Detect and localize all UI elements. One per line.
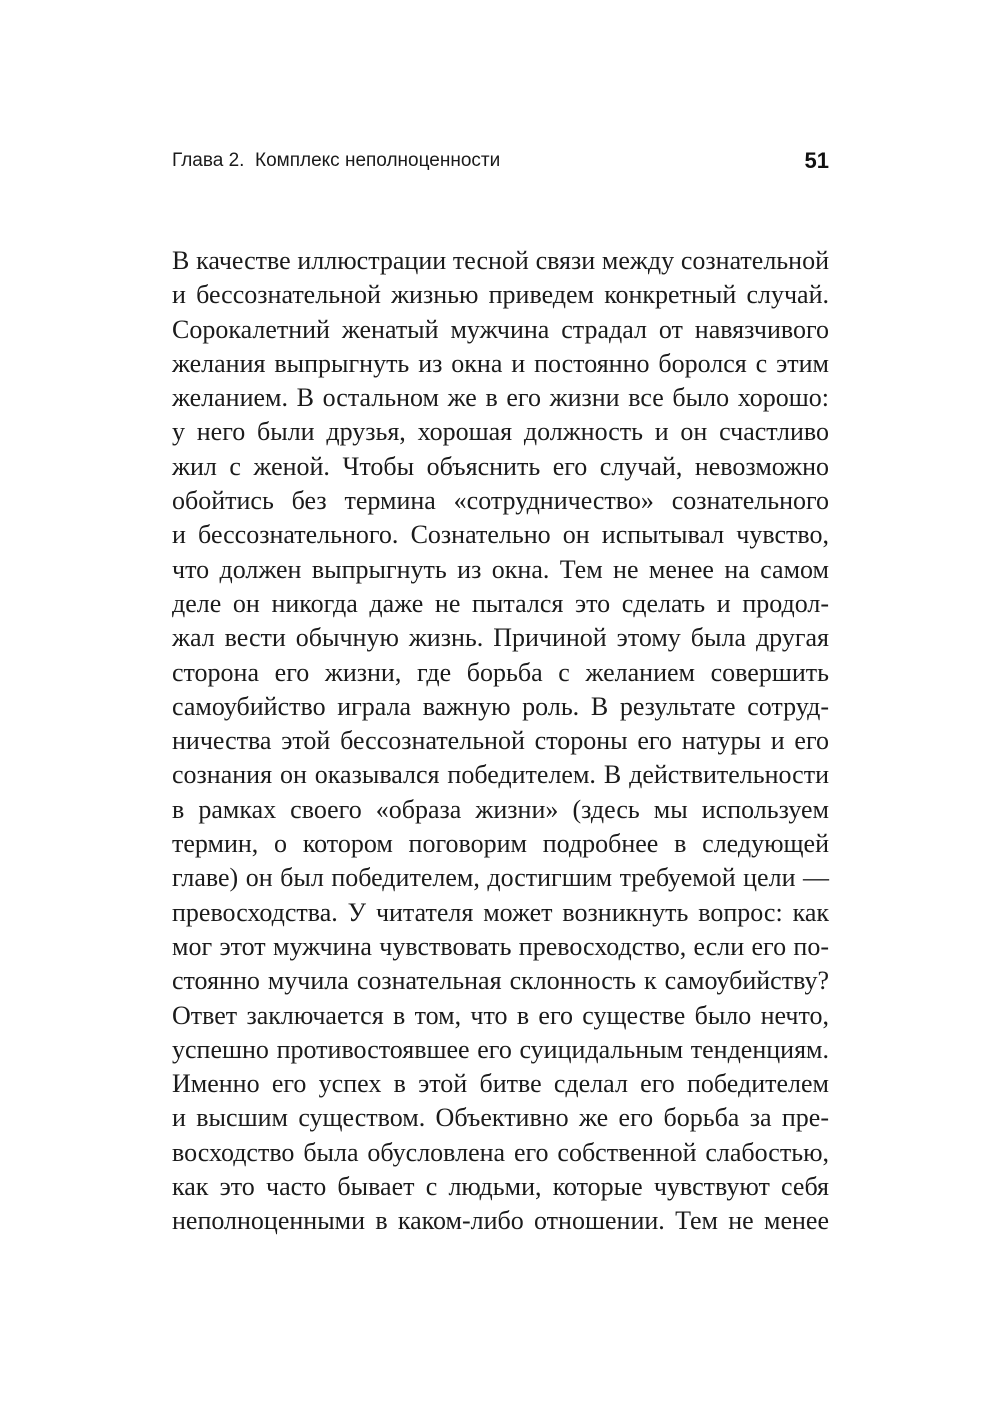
page-number: 51 xyxy=(804,148,829,173)
text-line: что должен выпрыгнуть из окна. Тем не менее на самом xyxy=(172,554,829,584)
text-line: жил с женой. Чтобы объяснить его случай, невозможно xyxy=(172,451,829,481)
text-line: неполноценными в каком-либо отношении. Тем не менее xyxy=(172,1206,829,1236)
text-line: жал вести обычную жизнь. Причиной этому была другая xyxy=(172,623,829,653)
text-line: термин, о котором поговорим подробнее в следующей xyxy=(172,829,829,859)
text-line: сторона его жизни, где борьба с желанием совершить xyxy=(172,657,829,687)
text-line: обойтись без термина «сотрудничество» сознательного xyxy=(172,486,829,516)
text-line: в рамках своего «образа жизни» (здесь мы используем xyxy=(172,794,829,824)
text-line: восходство была обусловлена его собственной слабостью, xyxy=(172,1137,829,1167)
running-head xyxy=(172,147,829,177)
text-line: Именно его успех в этой битве сделал его победителем xyxy=(172,1069,829,1099)
text-line: желания выпрыгнуть из окна и постоянно боролся с этим xyxy=(172,348,829,378)
text-line: деле он никогда даже не пытался это сделать и продол- xyxy=(172,588,829,618)
text-line: успешно противостоявшее его суицидальным тенденциям. xyxy=(172,1034,829,1064)
text-line: сознания он оказывался победителем. В действительности xyxy=(172,760,829,790)
text-line: у него были друзья, хорошая должность и он счастливо xyxy=(172,417,829,447)
text-line: мог этот мужчина чувствовать превосходство, если его по- xyxy=(172,931,829,961)
text-line: Ответ заключается в том, что в его существе было нечто, xyxy=(172,1000,829,1030)
body-text xyxy=(172,244,829,1239)
text-line: и бессознательной жизнью приведем конкретный случай. xyxy=(172,280,829,310)
text-line: желанием. В остальном же в его жизни все было хорошо: xyxy=(172,383,829,413)
text-line: и высшим существом. Объективно же его борьба за пре- xyxy=(172,1103,829,1133)
text-line: Сорокалетний женатый мужчина страдал от навязчивого xyxy=(172,314,829,344)
text-line: ничества этой бессознательной стороны его натуры и его xyxy=(172,726,829,756)
text-line: В качестве иллюстрации тесной связи между сознательной xyxy=(172,246,829,275)
chapter-title: Глава 2. Комплекс неполноценности xyxy=(172,150,501,171)
text-line: главе) он был победителем, достигшим требуемой цели — xyxy=(172,863,829,893)
text-line: стоянно мучила сознательная склонность к самоубийству? xyxy=(172,966,829,996)
text-line: как это часто бывает с людьми, которые чувствуют себя xyxy=(172,1172,829,1202)
text-line: и бессознательного. Сознательно он испытывал чувство, xyxy=(172,520,829,550)
text-line: самоубийство играла важную роль. В результате сотруд- xyxy=(172,691,829,721)
text-line: превосходства. У читателя может возникнуть вопрос: как xyxy=(172,897,829,927)
